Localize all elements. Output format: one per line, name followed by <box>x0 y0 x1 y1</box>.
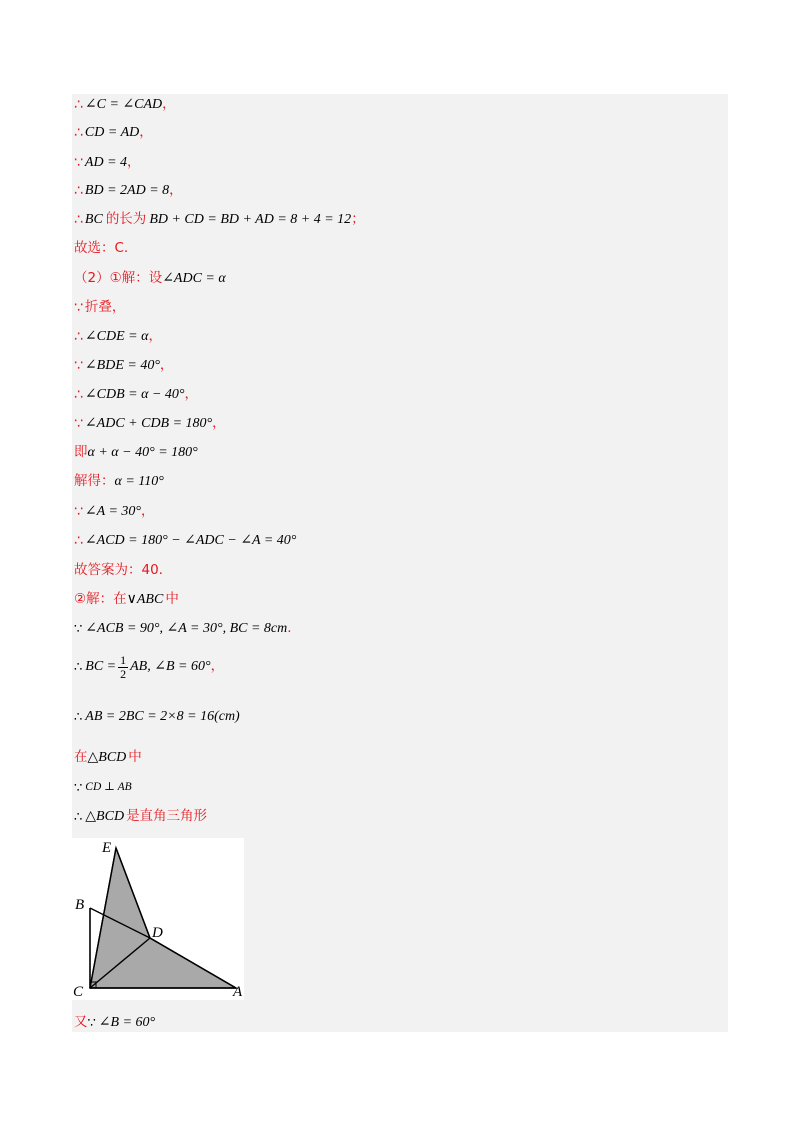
label-a: A <box>233 984 243 1000</box>
solution-line-16 <box>74 529 296 553</box>
solution-line-24 <box>74 805 207 829</box>
math-expression: △BCD <box>87 750 127 765</box>
therefore-symbol: ∴ <box>74 533 83 549</box>
therefore-symbol: ∴ <box>74 659 83 675</box>
solution-line-23 <box>74 776 132 800</box>
solution-line-22 <box>74 746 142 770</box>
text: 折叠， <box>84 299 126 316</box>
punctuation: ， <box>141 503 155 520</box>
math-expression: BD + CD = BD + AD = 8 + 4 = 12 <box>149 212 352 227</box>
text: 解得： <box>74 473 115 490</box>
solution-line-21 <box>74 705 240 729</box>
answer-text: 故答案为：40. <box>74 562 163 579</box>
solution-line-17 <box>74 559 163 583</box>
punctuation: ； <box>351 211 365 228</box>
because-symbol: ∵ <box>74 416 83 432</box>
solution-line-25 <box>74 1011 155 1035</box>
math-expression: α = 110° <box>114 474 164 489</box>
math-expression: BC <box>84 212 103 227</box>
fraction-denominator: 2 <box>120 666 127 681</box>
solution-line-4 <box>74 179 183 203</box>
math-expression: ∠ACB = 90°, ∠A = 30°, BC = 8cm <box>85 621 288 636</box>
solution-line-6 <box>74 237 128 261</box>
solution-line-20 <box>74 650 224 684</box>
math-expression: ∠ADC = α <box>162 271 226 286</box>
geometry-figure <box>72 838 244 1000</box>
therefore-symbol: ∴ <box>74 97 83 113</box>
text: 是直角三角形 <box>126 808 208 825</box>
solution-line-7 <box>74 267 226 291</box>
solution-line-11 <box>74 383 198 407</box>
punctuation: ， <box>127 154 141 171</box>
solution-line-1 <box>74 93 176 117</box>
fraction-numerator: 1 <box>120 652 127 667</box>
therefore-symbol: ∴ <box>74 183 83 199</box>
math-expression: AD = 4 <box>84 155 128 170</box>
because-symbol: ∵ <box>74 300 83 316</box>
solution-line-2 <box>74 121 153 145</box>
part-heading: （2）①解：设 <box>74 270 163 287</box>
math-expression: ∠ADC + CDB = 180° <box>84 416 213 431</box>
solution-line-19 <box>74 617 292 641</box>
math-expression: ∠CDE = α <box>84 329 149 344</box>
solution-line-3 <box>74 151 141 175</box>
math-expression: ∠A = 30° <box>84 504 141 519</box>
math-expression: ∠CDB = α − 40° <box>84 387 185 402</box>
math-expression: △BCD <box>85 809 125 824</box>
therefore-symbol: ∴ <box>74 329 83 345</box>
text: 即 <box>74 444 88 461</box>
because-symbol: ∵ <box>74 621 83 637</box>
because-symbol: ∵ <box>74 358 83 374</box>
therefore-symbol: ∴ <box>74 809 83 825</box>
therefore-symbol: ∴ <box>74 709 83 725</box>
text: 在 <box>74 749 88 766</box>
punctuation: ， <box>139 124 153 141</box>
punctuation: ， <box>162 96 176 113</box>
label-c: C <box>73 984 84 1000</box>
because-symbol: ∵ <box>87 1015 96 1031</box>
punctuation: ， <box>148 328 162 345</box>
punctuation: ， <box>159 357 174 374</box>
fraction <box>118 654 128 681</box>
math-expression: CD = AD <box>84 125 140 140</box>
math-expression: α + α − 40° = 180° <box>87 445 198 460</box>
punctuation: ， <box>210 658 225 675</box>
label-d: D <box>152 925 163 941</box>
therefore-symbol: ∴ <box>74 125 83 141</box>
punctuation: ， <box>184 386 198 403</box>
solution-line-12 <box>74 412 226 436</box>
math-expression: AB = 2BC = 2×8 = 16(cm) <box>85 709 240 724</box>
punctuation: ， <box>212 415 226 432</box>
text: ②解：在 <box>74 591 127 608</box>
solution-line-15 <box>74 500 155 524</box>
therefore-symbol: ∴ <box>74 387 83 403</box>
answer-choice: 故选：C. <box>74 240 129 257</box>
text: 中 <box>165 591 179 608</box>
solution-line-14 <box>74 470 164 494</box>
label-e: E <box>102 840 112 856</box>
math-expression: BC = <box>85 659 117 674</box>
math-expression: ∠B = 60° <box>98 1015 156 1030</box>
text: 的长为 <box>105 211 147 228</box>
math-expression: ∠C = ∠CAD <box>84 97 163 112</box>
math-expression: ∨ABC <box>126 592 164 607</box>
punctuation: . <box>287 620 292 637</box>
solution-line-8 <box>74 296 125 320</box>
math-expression: BD = 2AD = 8 <box>84 183 170 198</box>
math-expression: ∠ACD = 180° − ∠ADC − ∠A = 40° <box>84 533 297 548</box>
math-expression: ∠BDE = 40° <box>84 358 160 373</box>
solution-line-5 <box>74 208 365 232</box>
therefore-symbol: ∴ <box>74 212 83 228</box>
text: 又 <box>74 1014 88 1031</box>
solution-line-9 <box>74 325 162 349</box>
because-symbol: ∵ <box>74 504 83 520</box>
because-symbol: ∵ <box>74 780 83 796</box>
solution-line-10 <box>74 354 173 378</box>
math-expression: CD ⊥ AB <box>85 781 132 794</box>
solution-line-18 <box>74 588 179 612</box>
solution-line-13 <box>74 441 198 465</box>
math-expression: AB, ∠B = 60° <box>130 659 211 674</box>
text: 中 <box>128 749 142 766</box>
label-b: B <box>75 897 85 913</box>
because-symbol: ∵ <box>74 155 83 171</box>
punctuation: ， <box>169 182 183 199</box>
triangle-diagram <box>72 838 244 1000</box>
